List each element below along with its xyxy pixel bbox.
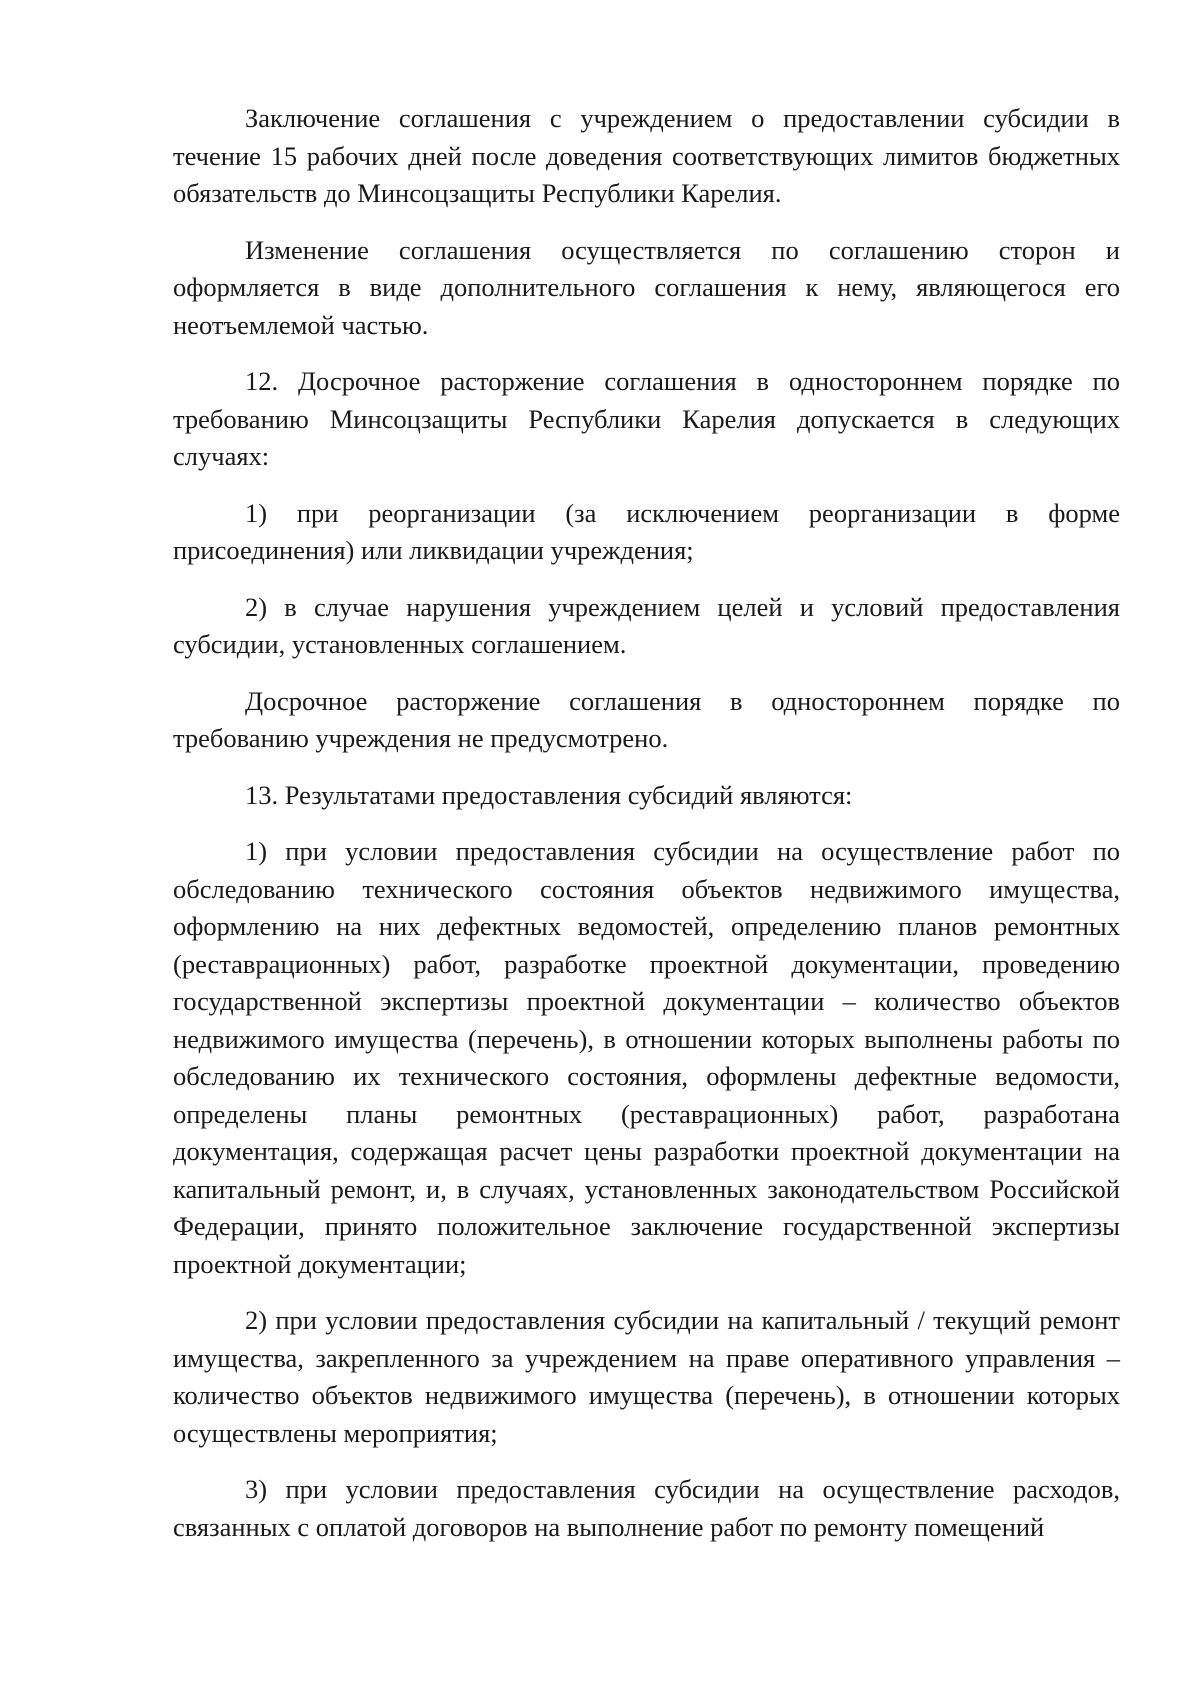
paragraph-item-12-sub-1: 1) при реорганизации (за исключением реорганизации в форме присоединения) или ликвидации учреждения; [173,497,1120,565]
paragraph-item-13-sub-1: 1) при условии предоставления субсидии на осуществление работ по обследованию технического состояния объектов недвижимого имущества, оформлению на них дефектных ведомостей, определению планов ремонтных (реставрационных) работ, разработке проектной документации, проведению государственной экспертизы проектной документации – количество объектов недвижимого имущества (перечень), в отношении которых выполнены работы по обследованию их технического состояния, оформлены дефектные ведомости, определены планы ремонтных (реставрационных) работ, разработана документация, содержащая расчет цены разработки проектной документации на капитальный ремонт, и, в случаях, установленных законодательством Российской Федерации, принято положительное заключение государственной экспертизы проектной документации; [173,836,1120,1279]
paragraph-item-12-sub-2: 2) в случае нарушения учреждением целей и условий предоставления субсидии, установленных соглашением. [173,591,1120,659]
paragraph-item-12: 12. Досрочное расторжение соглашения в одностороннем порядке по требованию Минсоцзащиты Республики Карелия допускается в следующих случаях: [173,366,1120,471]
paragraph-agreement-conclusion: Заключение соглашения с учреждением о предоставлении субсидии в течение 15 рабочих дней после доведения соответствующих лимитов бюджетных обязательств до Минсоцзащиты Республики Карелия. [173,103,1120,208]
paragraph-item-13-sub-2: 2) при условии предоставления субсидии на капитальный / текущий ремонт имущества, закрепленного за учреждением на праве оперативного управления – количество объектов недвижимого имущества (перечень), в отношении которых осуществлены мероприятия; [173,1305,1120,1448]
paragraph-early-termination: Досрочное расторжение соглашения в одностороннем порядке по требованию учреждения не предусмотрено. [173,685,1120,753]
paragraph-agreement-change: Изменение соглашения осуществляется по соглашению сторон и оформляется в виде дополнительного соглашения к нему, являющегося его неотъемлемой частью. [173,234,1120,340]
paragraph-item-13-sub-3: 3) при условии предоставления субсидии на осуществление расходов, связанных с оплатой договоров на выполнение работ по ремонту помещений [173,1474,1120,1542]
paragraph-item-13: 13. Результатами предоставления субсидий являются: [245,779,853,810]
document-body [173,100,1120,1565]
